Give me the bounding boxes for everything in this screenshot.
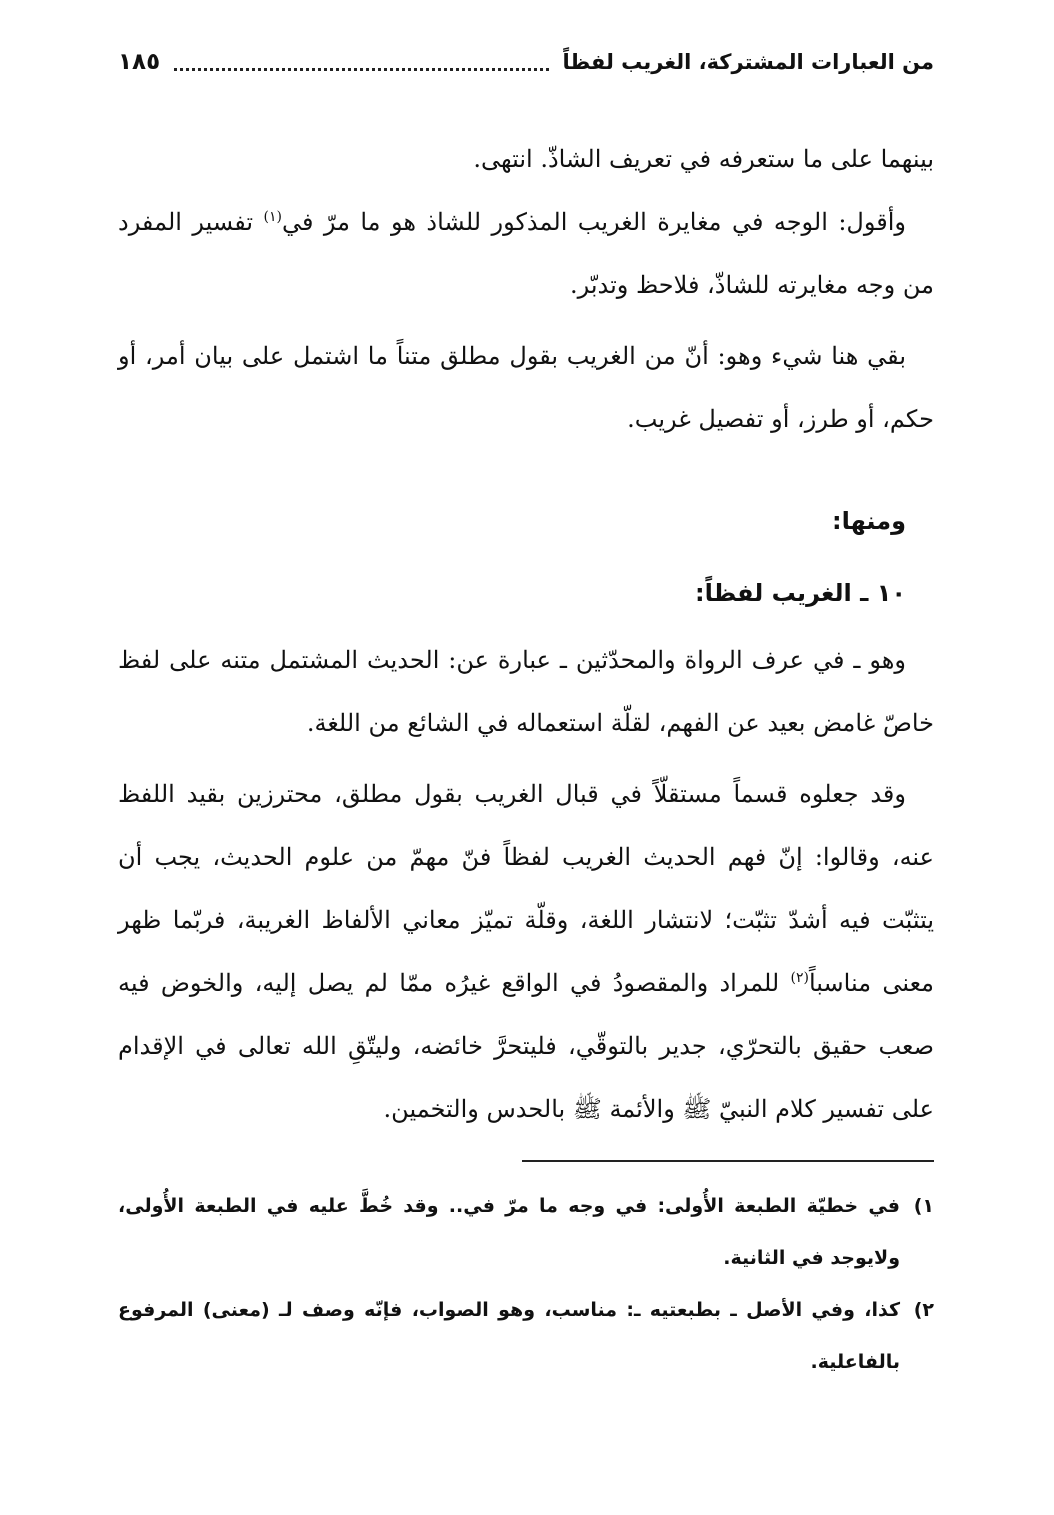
- paragraph-text: وأقول: الوجه في مغايرة الغريب المذكور للشاذ هو ما مرّ في: [281, 208, 906, 236]
- footnote-text: كذا، وفي الأصل ـ بطبعتيه ـ: مناسب، وهو الصواب، فإنّه وصف لـ (معنى) المرفوع بالفاعلية.: [118, 1299, 900, 1373]
- running-head: [118, 40, 934, 84]
- paragraph-text: بينهما على ما ستعرفه في تعريف الشاذّ. انتهى.: [473, 145, 934, 173]
- footnotes: [118, 1180, 934, 1388]
- footnote-number: ١): [913, 1195, 934, 1217]
- footnote-divider: [522, 1160, 934, 1162]
- paragraph-baqi: [118, 325, 934, 451]
- paragraph-continuation: [118, 128, 934, 191]
- footnote-ref-1: (١): [263, 209, 282, 225]
- footnote-ref-2: (٢): [790, 970, 809, 986]
- footnote-1: [118, 1180, 934, 1284]
- footnote-text: في خطيّة الطبعة الأُولى: في وجه ما مرّ في.. وقد خُطَّ عليه في الطبعة الأُولى، ولايوجد في الثانية.: [118, 1195, 900, 1269]
- paragraph-text: وقد جعلوه قسماً مستقلّاً في قبال الغريب بقول مطلق، محترزين بقيد اللفظ عنه، وقالوا: إنّ فهم الحديث الغريب لفظاً فنّ مهمّ من علوم الحديث، يجب أن يتثبّت فيه أشدّ تثبّت؛ لانتشار اللغة، وقلّة تميّز معاني الألفاظ الغريبة، فربّما ظهر معنى مناسباً: [118, 780, 934, 997]
- paragraph-text: وهو ـ في عرف الرواة والمحدّثين ـ عبارة عن: الحديث المشتمل متنه على لفظ خاصّ غامض بعيد عن الفهم، لقلّة استعماله في الشائع من اللغة.: [118, 646, 934, 737]
- heading-minha: ومنها:: [831, 507, 906, 535]
- paragraph-text: تفسير المفرد من وجه مغايرته للشاذّ، فلاحظ وتدبّر.: [118, 208, 934, 299]
- paragraph-text: للمراد والمقصودُ في الواقع غيرُه ممّا لم يصل إليه، والخوض فيه صعب حقيق بالتحرّي، جدير بالتوقّي، فليتحرَّ خائضه، وليتّقِ الله تعالى في الإقدام على تفسير كلام النبيّ ﷺ والأئمة ﷺ بالحدس والتخمين.: [118, 969, 934, 1123]
- footnote-2: [118, 1284, 934, 1388]
- paragraph-discussion: [118, 763, 934, 1141]
- footnote-number: ٢): [913, 1299, 934, 1321]
- paragraph-aqul: [118, 191, 934, 317]
- page-number: ١٨٥: [118, 49, 161, 75]
- paragraph-text: بقي هنا شيء وهو: أنّ من الغريب بقول مطلق متناً ما اشتمل على بيان أمر، أو حكم، أو طرز، أو تفصيل غريب.: [118, 342, 934, 433]
- leader-dots: [174, 54, 548, 71]
- paragraph-definition: [118, 629, 934, 755]
- section-heading: ١٠ ـ الغريب لفظاً:: [695, 579, 906, 607]
- running-head-title: من العبارات المشتركة، الغريب لفظاً: [562, 50, 934, 74]
- main-text: [118, 128, 934, 1141]
